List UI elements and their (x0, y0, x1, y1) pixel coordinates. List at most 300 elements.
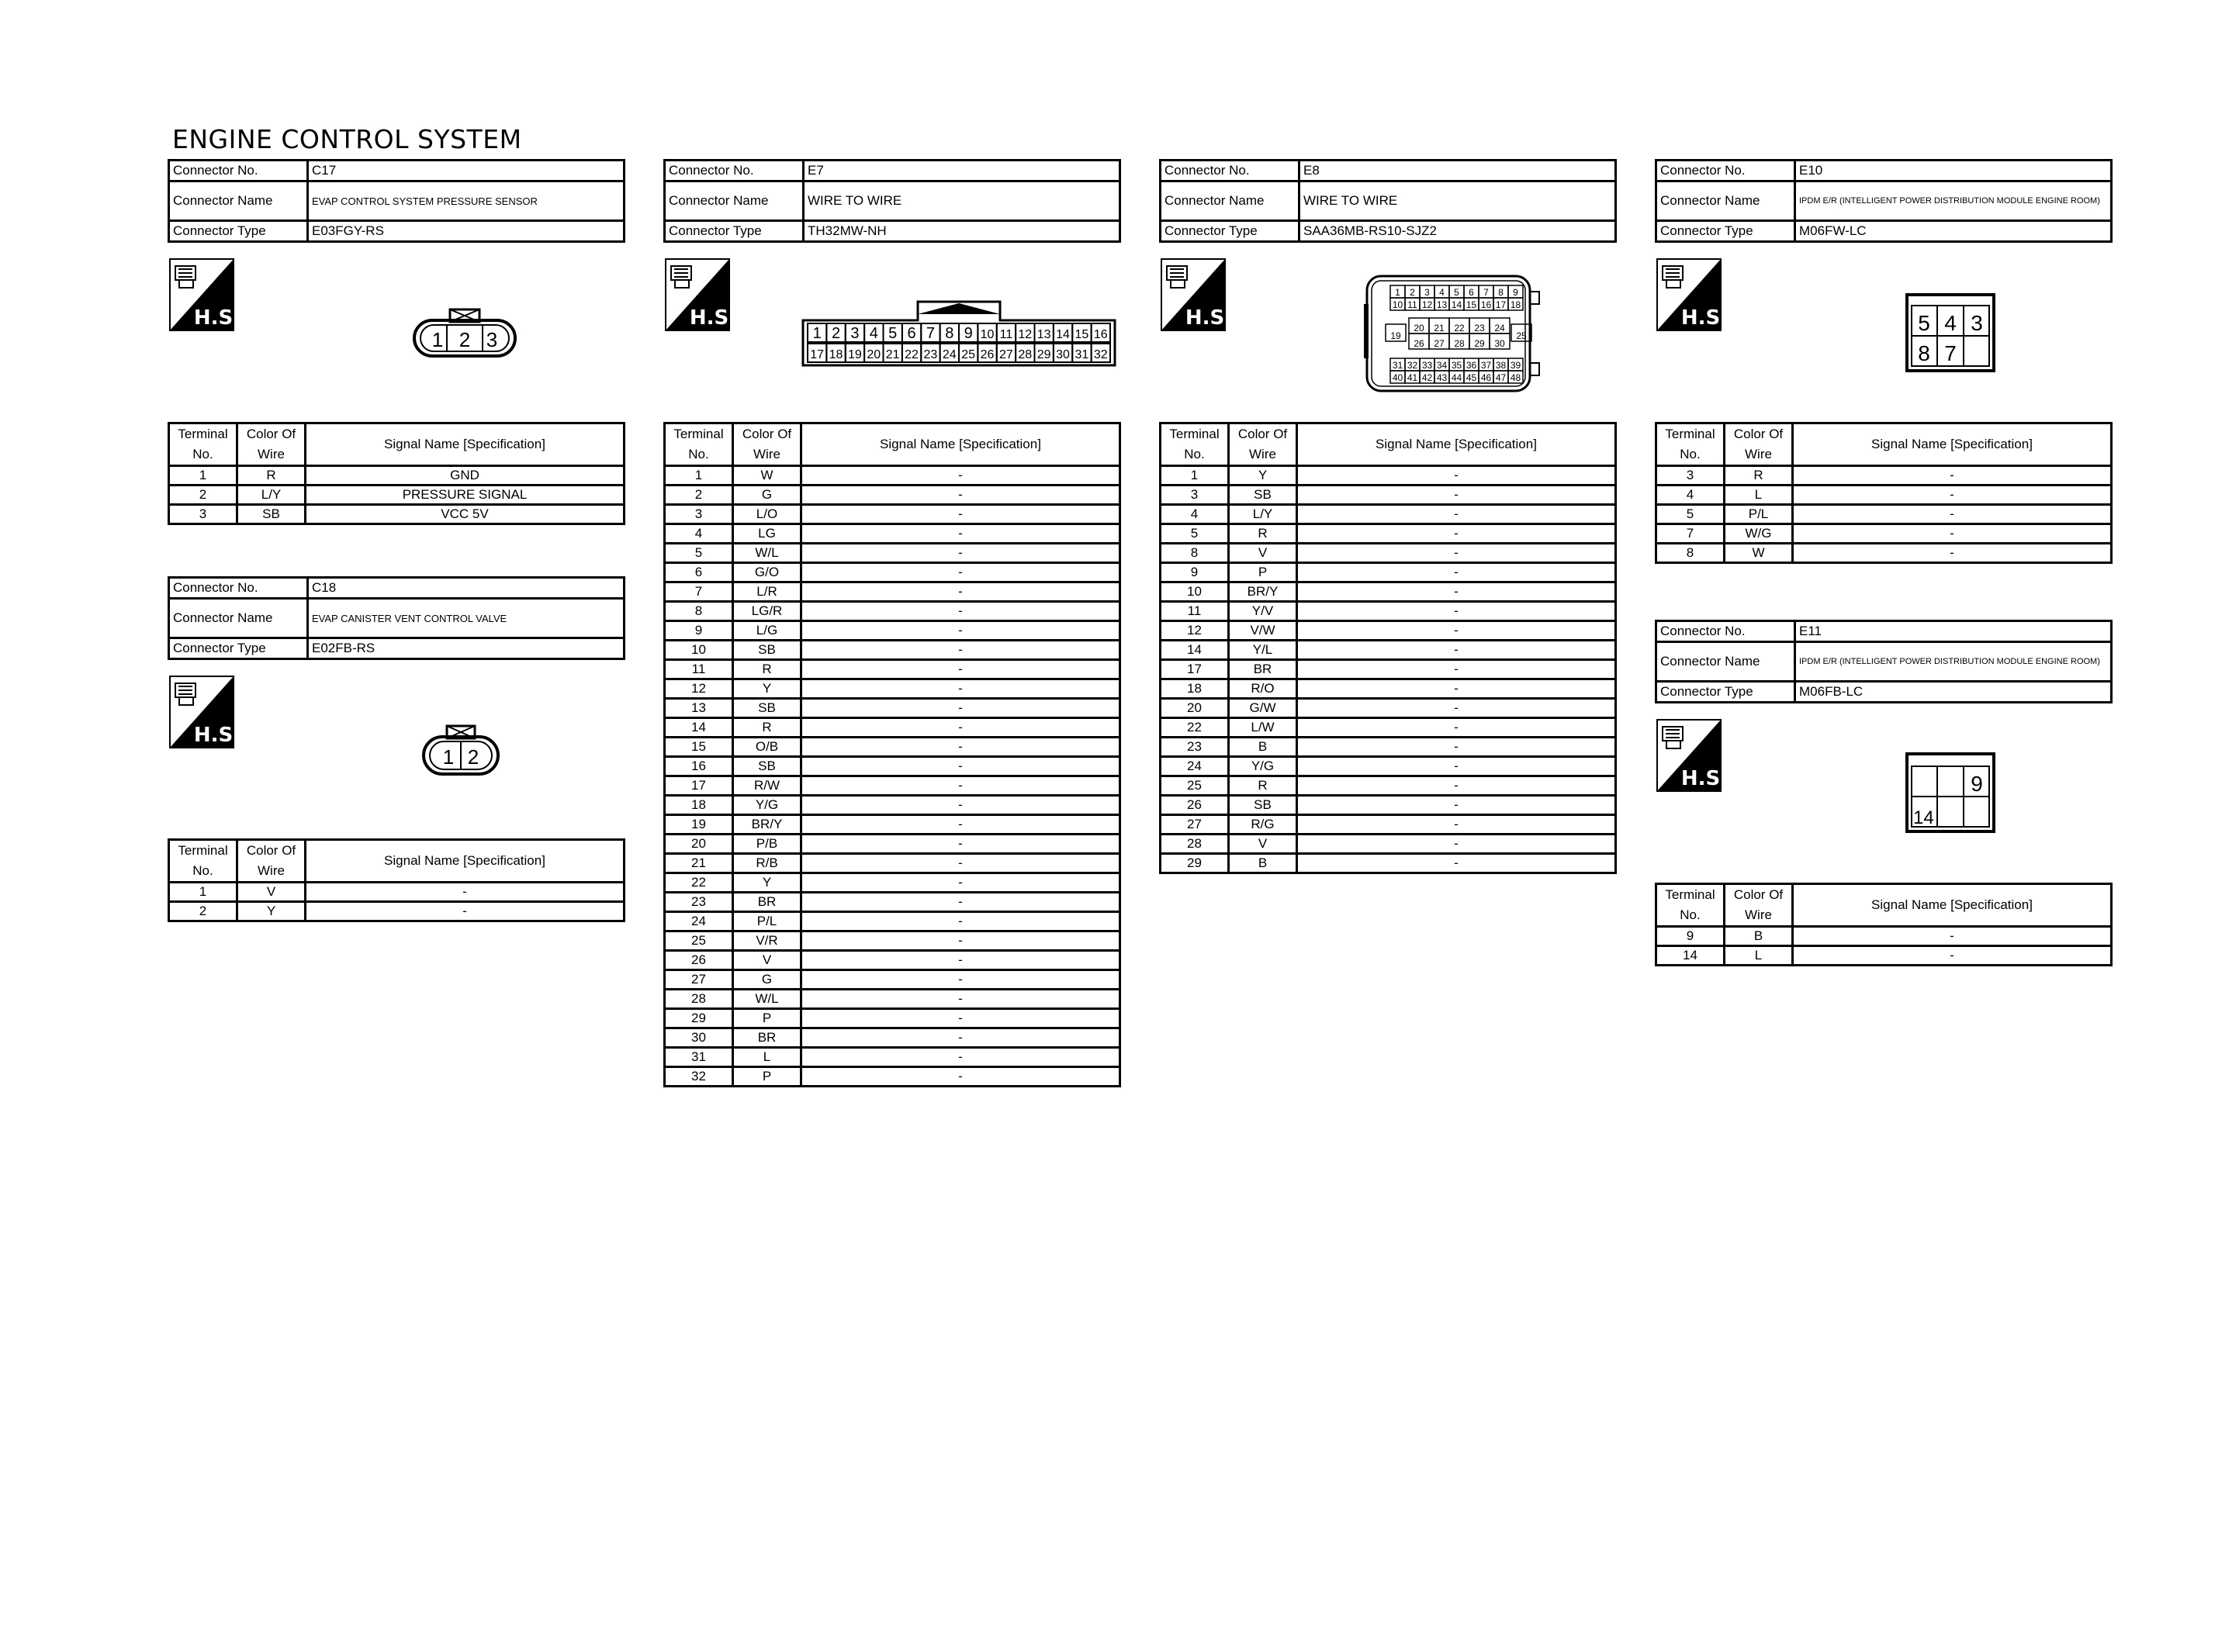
terminal-no-cell: 7 (665, 582, 733, 602)
signal-name-cell: - (801, 931, 1120, 951)
harness-side-icon (1656, 258, 1729, 331)
col-header-terminal: Terminal No. (665, 423, 733, 466)
signal-name-cell: - (801, 835, 1120, 854)
signal-name-cell: - (1793, 946, 2112, 966)
pin-label: 17 (810, 348, 825, 361)
pin-label: 9 (1971, 772, 1983, 796)
terminal-no-cell: 2 (665, 486, 733, 505)
table-row (1161, 544, 1616, 563)
wire-color-cell: V/R (733, 931, 801, 951)
e8-terminal-table (1159, 422, 1617, 874)
terminal-no-cell: 25 (665, 931, 733, 951)
terminal-no-cell: 25 (1161, 776, 1229, 796)
terminal-no-cell: 24 (1161, 757, 1229, 776)
signal-name-cell: - (801, 505, 1120, 524)
table-row (665, 815, 1120, 835)
label: Connector No. (1656, 621, 1795, 642)
pin-label: 33 (1421, 360, 1433, 371)
wire-color-cell: V/W (1229, 621, 1297, 641)
pin-label: 36 (1466, 360, 1477, 371)
c18-terminal-table (168, 838, 625, 922)
table-row (665, 738, 1120, 757)
wire-color-cell: R/W (733, 776, 801, 796)
signal-name-cell: - (801, 738, 1120, 757)
label: Connector Type (169, 638, 308, 659)
pin-label: 8 (1918, 341, 1930, 365)
harness-side-icon (1161, 258, 1233, 331)
col-header-terminal: Terminal No. (1161, 423, 1229, 466)
signal-name-cell: - (1297, 602, 1616, 621)
table-row (665, 970, 1120, 990)
terminal-no-cell: 28 (665, 990, 733, 1009)
harness-side-icon (169, 258, 241, 331)
terminal-no-cell: 11 (1161, 602, 1229, 621)
table-row (665, 602, 1120, 621)
signal-name-cell: - (801, 544, 1120, 563)
pin-label: 19 (1390, 330, 1401, 341)
wire-color-cell: P/L (733, 912, 801, 931)
col-header-color: Color Of Wire (237, 840, 306, 883)
terminal-no-cell: 1 (665, 466, 733, 486)
table-row (665, 931, 1120, 951)
signal-name-cell: - (801, 1009, 1120, 1028)
harness-side-icon (665, 258, 737, 331)
terminal-no-cell: 14 (665, 718, 733, 738)
pin-label: 2 (467, 745, 479, 769)
signal-name-cell: - (1297, 854, 1616, 873)
terminal-no-cell: 16 (665, 757, 733, 776)
wire-color-cell: Y/V (1229, 602, 1297, 621)
pin-label: 30 (1056, 348, 1070, 361)
signal-name-cell: GND (306, 466, 625, 486)
pin-label: 2 (459, 328, 471, 351)
terminal-no-cell: 9 (1656, 927, 1725, 946)
wire-color-cell: BR (733, 1028, 801, 1048)
signal-name-cell: - (1297, 544, 1616, 563)
wire-color-cell: P/B (733, 835, 801, 854)
label: Connector Name (1656, 642, 1795, 682)
table-row (665, 699, 1120, 718)
terminal-no-cell: 12 (665, 679, 733, 699)
hs-label: H.S. (193, 306, 241, 330)
pin-label: 17 (1495, 299, 1507, 310)
signal-name-cell: - (1793, 544, 2112, 563)
pin-label: 25 (961, 348, 976, 361)
connector-type: SAA36MB-RS10-SJZ2 (1299, 221, 1616, 242)
signal-name-cell: - (1297, 738, 1616, 757)
signal-name-cell: - (801, 699, 1120, 718)
table-row (665, 776, 1120, 796)
table-row (1161, 602, 1616, 621)
pin-label: 41 (1407, 372, 1418, 383)
signal-name-cell: PRESSURE SIGNAL (306, 486, 625, 505)
pin-label: 29 (1036, 348, 1051, 361)
pin-label: 16 (1480, 299, 1492, 310)
pin-label: 1 (442, 745, 455, 769)
wire-color-cell: Y (733, 873, 801, 893)
table-row (665, 893, 1120, 912)
terminal-no-cell: 9 (1161, 563, 1229, 582)
harness-side-icon (1656, 719, 1729, 792)
c18-connector-diagram (420, 723, 503, 779)
table-row (665, 718, 1120, 738)
table-row (1656, 544, 2112, 563)
col-header-terminal: Terminal No. (169, 840, 237, 883)
signal-name-cell: - (801, 679, 1120, 699)
signal-name-cell: - (801, 621, 1120, 641)
terminal-no-cell: 10 (665, 641, 733, 660)
connector-no: E8 (1299, 161, 1616, 181)
wire-color-cell: P (733, 1009, 801, 1028)
table-row (1161, 757, 1616, 776)
wire-color-cell: R (733, 718, 801, 738)
pin-label: 25 (1516, 330, 1527, 341)
wire-color-cell: W/L (733, 544, 801, 563)
pin-label: 12 (1018, 328, 1033, 341)
table-row (665, 660, 1120, 679)
label: Connector No. (169, 161, 308, 181)
wire-color-cell: L/O (733, 505, 801, 524)
col-header-terminal: Terminal No. (169, 423, 237, 466)
table-row (1161, 796, 1616, 815)
wire-color-cell: W/G (1725, 524, 1793, 544)
terminal-no-cell: 5 (1161, 524, 1229, 544)
label: Connector Name (1656, 181, 1795, 221)
label: Connector Type (1656, 682, 1795, 703)
signal-name-cell: - (1793, 466, 2112, 486)
table-row (665, 757, 1120, 776)
table-row (169, 902, 625, 921)
table-row (665, 563, 1120, 582)
pin-label: 2 (1410, 287, 1415, 298)
terminal-no-cell: 29 (1161, 854, 1229, 873)
pin-label: 44 (1451, 372, 1462, 383)
wire-color-cell: G/O (733, 563, 801, 582)
pin-label: 12 (1421, 299, 1433, 310)
table-row (1161, 835, 1616, 854)
table-row (169, 883, 625, 902)
signal-name-cell: - (801, 776, 1120, 796)
table-row (665, 1028, 1120, 1048)
table-row (1161, 505, 1616, 524)
terminal-no-cell: 5 (1656, 505, 1725, 524)
signal-name-cell: - (1297, 776, 1616, 796)
table-row (1161, 641, 1616, 660)
pin-label: 37 (1480, 360, 1492, 371)
connector-no: E7 (804, 161, 1120, 181)
signal-name-cell: - (801, 466, 1120, 486)
table-row (665, 582, 1120, 602)
pin-label: 39 (1510, 360, 1521, 371)
terminal-no-cell: 32 (665, 1067, 733, 1087)
table-row (1161, 466, 1616, 486)
hs-label: H.S. (1185, 306, 1233, 330)
e8-connector-diagram (1362, 273, 1547, 396)
table-row (665, 873, 1120, 893)
e11-terminal-table (1655, 883, 2113, 966)
table-row (1161, 524, 1616, 544)
table-row (665, 641, 1120, 660)
pin-label: 26 (980, 348, 995, 361)
terminal-no-cell: 6 (665, 563, 733, 582)
hs-label: H.S. (1680, 306, 1729, 330)
e7-terminal-table (663, 422, 1121, 1087)
terminal-no-cell: 18 (665, 796, 733, 815)
signal-name-cell: - (801, 524, 1120, 544)
wire-color-cell: R/B (733, 854, 801, 873)
terminal-no-cell: 13 (665, 699, 733, 718)
wire-color-cell: W (733, 466, 801, 486)
terminal-no-cell: 23 (1161, 738, 1229, 757)
connector-name: WIRE TO WIRE (1299, 181, 1616, 221)
table-row (665, 912, 1120, 931)
pin-label: 5 (1918, 311, 1930, 335)
table-row (665, 951, 1120, 970)
wire-color-cell: LG/R (733, 602, 801, 621)
connector-c18-header (168, 576, 625, 660)
col-header-terminal: Terminal No. (1656, 884, 1725, 927)
pin-label: 10 (980, 328, 995, 341)
signal-name-cell: - (1297, 660, 1616, 679)
e10-terminal-table (1655, 422, 2113, 564)
terminal-no-cell: 3 (169, 505, 237, 524)
table-row (1161, 815, 1616, 835)
signal-name-cell: - (801, 602, 1120, 621)
wire-color-cell: L/Y (1229, 505, 1297, 524)
signal-name-cell: - (1297, 641, 1616, 660)
terminal-no-cell: 1 (169, 883, 237, 902)
pin-label: 8 (945, 325, 954, 342)
pin-label: 35 (1451, 360, 1462, 371)
wire-color-cell: Y (733, 679, 801, 699)
signal-name-cell: - (1793, 486, 2112, 505)
wire-color-cell: G (733, 970, 801, 990)
pin-label: 14 (1913, 807, 1934, 828)
table-row (169, 466, 625, 486)
table-row (1161, 563, 1616, 582)
wire-color-cell: P (733, 1067, 801, 1087)
pin-label: 40 (1392, 372, 1403, 383)
col-header-terminal: Terminal No. (1656, 423, 1725, 466)
wire-color-cell: R (237, 466, 306, 486)
col-header-signal: Signal Name [Specification] (801, 423, 1120, 466)
table-row (665, 466, 1120, 486)
wire-color-cell: SB (237, 505, 306, 524)
wire-color-cell: Y (237, 902, 306, 921)
pin-label: 14 (1451, 299, 1462, 310)
pin-label: 18 (1510, 299, 1521, 310)
pin-label: 9 (964, 325, 973, 342)
signal-name-cell: - (1297, 718, 1616, 738)
terminal-no-cell: 4 (665, 524, 733, 544)
pin-label: 32 (1093, 348, 1108, 361)
signal-name-cell: - (1297, 679, 1616, 699)
wire-color-cell: BR/Y (733, 815, 801, 835)
wire-color-cell: SB (733, 757, 801, 776)
pin-label: 11 (999, 328, 1013, 341)
pin-label: 3 (850, 325, 860, 342)
signal-name-cell: - (1297, 835, 1616, 854)
pin-label: 28 (1454, 338, 1465, 349)
label: Connector No. (169, 578, 308, 599)
table-row (665, 486, 1120, 505)
signal-name-cell: - (1297, 796, 1616, 815)
table-row (665, 679, 1120, 699)
col-header-signal: Signal Name [Specification] (306, 423, 625, 466)
pin-label: 32 (1407, 360, 1418, 371)
e7-connector-diagram (801, 299, 1116, 367)
wire-color-cell: SB (1229, 796, 1297, 815)
pin-label: 3 (1971, 311, 1983, 335)
pin-label: 19 (848, 348, 862, 361)
wire-color-cell: R (1725, 466, 1793, 486)
wire-color-cell: G/W (1229, 699, 1297, 718)
wire-color-cell: B (1229, 854, 1297, 873)
pin-label: 23 (1474, 323, 1485, 334)
terminal-no-cell: 14 (1161, 641, 1229, 660)
wire-color-cell: P (1229, 563, 1297, 582)
pin-label: 5 (1454, 287, 1459, 298)
connector-name: EVAP CANISTER VENT CONTROL VALVE (308, 599, 625, 638)
signal-name-cell: - (1793, 927, 2112, 946)
col-header-signal: Signal Name [Specification] (1297, 423, 1616, 466)
connector-e7-header (663, 159, 1121, 243)
signal-name-cell: VCC 5V (306, 505, 625, 524)
pin-label: 13 (1436, 299, 1448, 310)
terminal-no-cell: 15 (665, 738, 733, 757)
terminal-no-cell: 12 (1161, 621, 1229, 641)
wire-color-cell: SB (733, 699, 801, 718)
pin-label: 43 (1436, 372, 1448, 383)
pin-label: 4 (1944, 311, 1957, 335)
wire-color-cell: LG (733, 524, 801, 544)
table-row (665, 990, 1120, 1009)
table-row (665, 1009, 1120, 1028)
connector-e8-header (1159, 159, 1617, 243)
pin-label: 18 (829, 348, 843, 361)
signal-name-cell: - (801, 815, 1120, 835)
c17-terminal-table (168, 422, 625, 525)
connector-c17-header (168, 159, 625, 243)
pin-label: 48 (1510, 372, 1521, 383)
table-row (169, 486, 625, 505)
hs-label: H.S. (689, 306, 737, 330)
pin-label: 47 (1495, 372, 1507, 383)
terminal-no-cell: 3 (1656, 466, 1725, 486)
pin-label: 3 (486, 328, 498, 351)
connector-no: E10 (1795, 161, 2112, 181)
pin-label: 38 (1495, 360, 1507, 371)
pin-label: 13 (1036, 328, 1051, 341)
pin-label: 14 (1056, 328, 1070, 341)
label: Connector Type (1161, 221, 1299, 242)
wire-color-cell: Y (1229, 466, 1297, 486)
harness-side-icon (169, 676, 241, 748)
signal-name-cell: - (801, 757, 1120, 776)
pin-label: 20 (1414, 323, 1424, 334)
wire-color-cell: L (733, 1048, 801, 1067)
wire-color-cell: Y/L (1229, 641, 1297, 660)
terminal-no-cell: 21 (665, 854, 733, 873)
table-row (1656, 466, 2112, 486)
signal-name-cell: - (1793, 505, 2112, 524)
label: Connector Name (169, 599, 308, 638)
c17-connector-diagram (411, 306, 520, 361)
table-row (665, 1048, 1120, 1067)
terminal-no-cell: 27 (1161, 815, 1229, 835)
terminal-no-cell: 3 (665, 505, 733, 524)
terminal-no-cell: 4 (1161, 505, 1229, 524)
wire-color-cell: B (1229, 738, 1297, 757)
wire-color-cell: B (1725, 927, 1793, 946)
pin-label: 22 (1454, 323, 1465, 334)
pin-label: 5 (888, 325, 898, 342)
terminal-no-cell: 19 (665, 815, 733, 835)
label: Connector Type (665, 221, 804, 242)
wire-color-cell: BR/Y (1229, 582, 1297, 602)
label: Connector No. (665, 161, 804, 181)
table-row (1656, 524, 2112, 544)
label: Connector Name (665, 181, 804, 221)
connector-no: C18 (308, 578, 625, 599)
signal-name-cell: - (1297, 582, 1616, 602)
table-row (665, 854, 1120, 873)
e11-connector-diagram (1905, 752, 1995, 833)
terminal-no-cell: 17 (665, 776, 733, 796)
hs-label: H.S. (193, 724, 241, 747)
signal-name-cell: - (801, 796, 1120, 815)
pin-label: 26 (1414, 338, 1424, 349)
connector-type: M06FB-LC (1795, 682, 2112, 703)
terminal-no-cell: 26 (665, 951, 733, 970)
pin-label: 6 (1469, 287, 1474, 298)
table-row (1161, 699, 1616, 718)
col-header-color: Color Of Wire (1229, 423, 1297, 466)
pin-label: 16 (1093, 328, 1108, 341)
pin-label: 24 (1494, 323, 1505, 334)
terminal-no-cell: 22 (1161, 718, 1229, 738)
table-row (1161, 582, 1616, 602)
connector-type: E02FB-RS (308, 638, 625, 659)
terminal-no-cell: 4 (1656, 486, 1725, 505)
terminal-no-cell: 18 (1161, 679, 1229, 699)
pin-label: 8 (1498, 287, 1504, 298)
wire-color-cell: L (1725, 486, 1793, 505)
wire-color-cell: Y/G (733, 796, 801, 815)
pin-label: 31 (1075, 348, 1089, 361)
wire-color-cell: V (1229, 835, 1297, 854)
signal-name-cell: - (801, 893, 1120, 912)
table-row (665, 1067, 1120, 1087)
wire-color-cell: L/R (733, 582, 801, 602)
terminal-no-cell: 24 (665, 912, 733, 931)
pin-label: 1 (431, 328, 444, 351)
terminal-no-cell: 5 (665, 544, 733, 563)
signal-name-cell: - (1297, 466, 1616, 486)
signal-name-cell: - (801, 854, 1120, 873)
pin-label: 1 (1395, 287, 1400, 298)
signal-name-cell: - (801, 1028, 1120, 1048)
wire-color-cell: V (733, 951, 801, 970)
pin-label: 9 (1513, 287, 1518, 298)
pin-label: 15 (1466, 299, 1477, 310)
connector-type: TH32MW-NH (804, 221, 1120, 242)
col-header-signal: Signal Name [Specification] (1793, 423, 2112, 466)
table-row (1161, 660, 1616, 679)
terminal-no-cell: 1 (169, 466, 237, 486)
terminal-no-cell: 14 (1656, 946, 1725, 966)
wire-color-cell: W/L (733, 990, 801, 1009)
